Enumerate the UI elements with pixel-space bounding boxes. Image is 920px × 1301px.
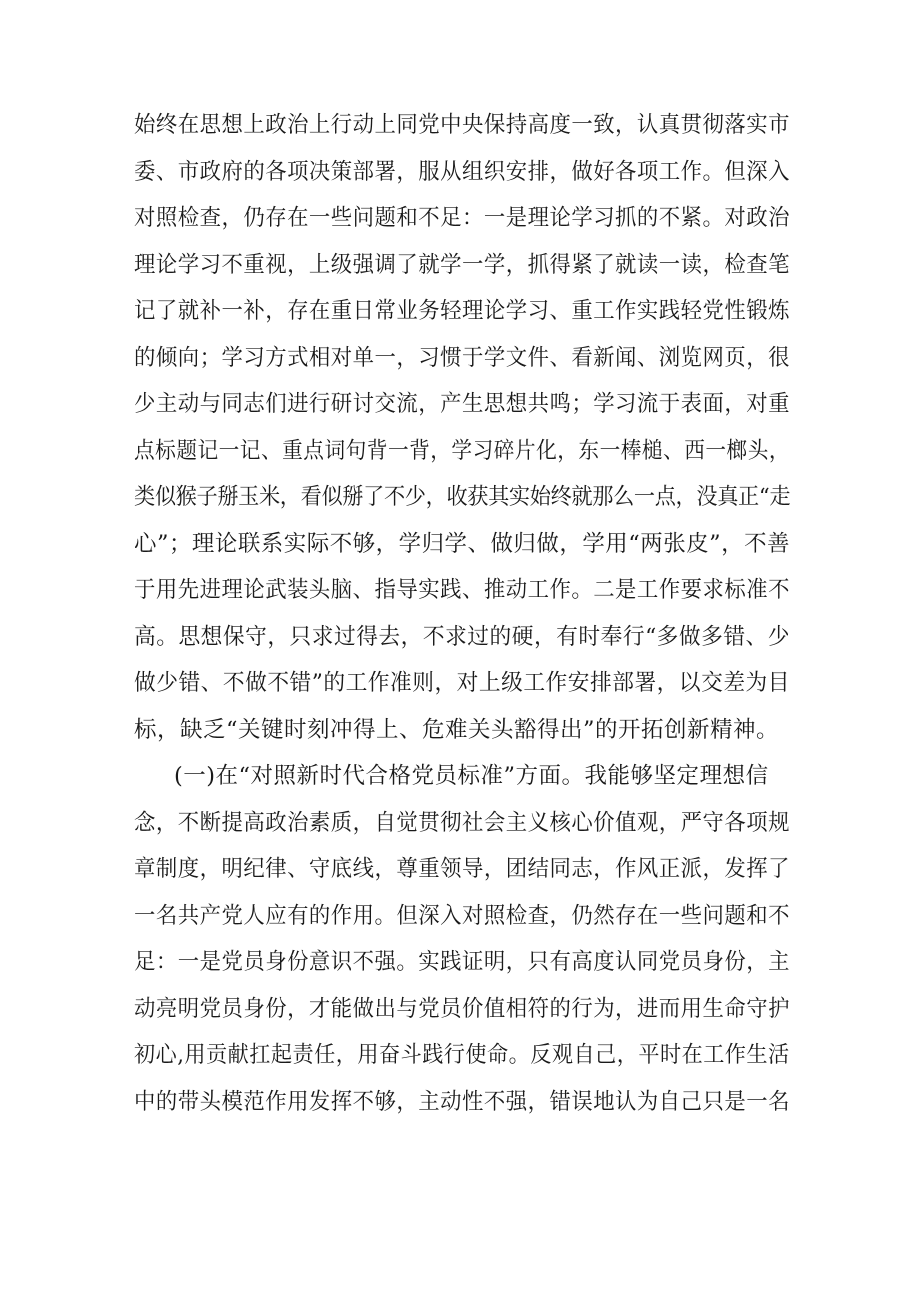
paragraph-line: 对照检查，仍存在一些问题和不足：一是理论学习抓的不紧。对政治 [134, 205, 790, 231]
paragraph-line: 委、市政府的各项决策部署，服从组织安排，做好各项工作。但深入 [134, 158, 790, 185]
paragraph-line: 足：一是党员身份意识不强。实践证明，只有高度认同党员身份，主 [134, 949, 790, 975]
paragraph-line: 少主动与同志们进行研讨交流，产生思想共鸣；学习流于表面，对重 [134, 391, 790, 417]
paragraph-line: 类似猴子掰玉米，看似掰了不少，收获其实始终就那么一点，没真正“走 [134, 484, 791, 510]
paragraph-line: 点标题记一记、重点词句背一背，学习碎片化，东一棒槌、西一榔头， [134, 437, 791, 464]
paragraph-line: 动亮明党员身份，才能做出与党员价值相符的行为，进而用生命守护 [134, 995, 790, 1022]
paragraph-line: 初心,用贡献扛起责任，用奋斗践行使命。反观自己，平时在工作生活 [134, 1042, 790, 1068]
paragraph-line: 做少错、不做不错”的工作准则，对上级工作安排部署，以交差为目 [134, 670, 790, 696]
paragraph-line: 记了就补一补，存在重日常业务轻理论学习、重工作实践轻党性锻炼 [134, 298, 790, 324]
paragraph-line: (一)在“对照新时代合格党员标准”方面。我能够坚定理想信 [174, 763, 769, 789]
paragraph-line: 高。思想保守，只求过得去，不求过的硬，有时奉行“多做多错、少 [134, 623, 790, 650]
paragraph-line: 理论学习不重视，上级强调了就学一学，抓得紧了就读一读，检查笔 [134, 251, 790, 278]
paragraph-line: 章制度，明纪律、守底线，尊重领导，团结同志，作风正派，发挥了 [134, 856, 790, 882]
paragraph-line: 念，不断提高政治素质，自觉贯彻社会主义核心价值观，严守各项规 [134, 809, 790, 836]
paragraph-line: 中的带头模范作用发挥不够，主动性不强，错误地认为自己只是一名 [134, 1088, 790, 1115]
paragraph-line: 一名共产党人应有的作用。但深入对照检查，仍然存在一些问题和不 [134, 902, 790, 929]
paragraph-line: 标，缺乏“关键时刻冲得上、危难关头豁得出”的开拓创新精神。 [134, 716, 780, 743]
paragraph-line: 始终在思想上政治上行动上同党中央保持高度一致，认真贯彻落实市 [134, 112, 790, 138]
paragraph-line: 心”；理论联系实际不够，学归学、做归做，学用“两张皮”，不善 [134, 530, 791, 557]
paragraph-line: 于用先进理论武装头脑、指导实践、推动工作。二是工作要求标准不 [134, 577, 790, 603]
paragraph-line: 的倾向；学习方式相对单一，习惯于学文件、看新闻、浏览网页，很 [134, 344, 790, 371]
